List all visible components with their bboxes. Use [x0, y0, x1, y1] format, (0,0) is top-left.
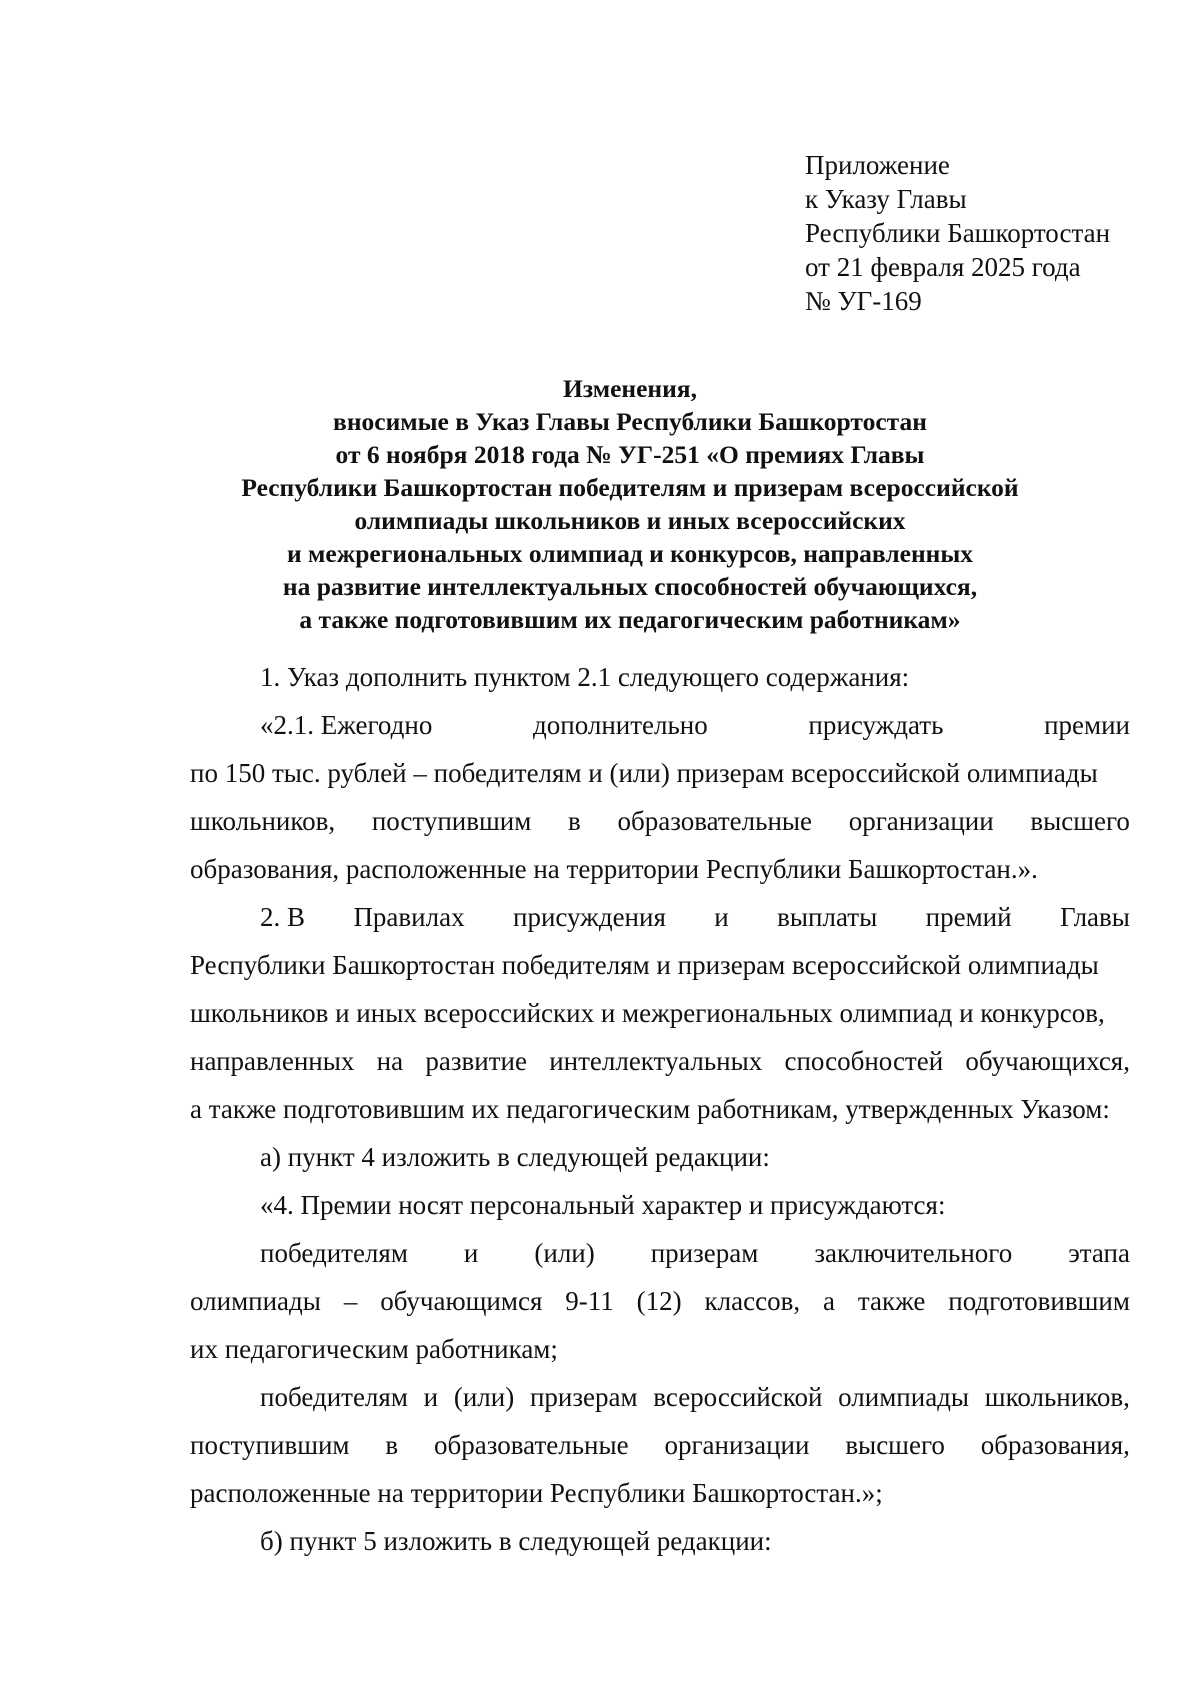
- paragraph-6-line-1: [190, 1229, 1130, 1277]
- paragraph-3-line-1: [190, 893, 1130, 941]
- word: и: [423, 1382, 439, 1412]
- word: обучающихся,: [965, 1046, 1130, 1076]
- paragraph-3-line-2: Республики Башкортостан победителям и призерам всероссийской олимпиады: [190, 950, 1099, 980]
- word: олимпиады: [190, 1286, 321, 1316]
- appendix-header: [805, 148, 1110, 318]
- word: –: [343, 1286, 358, 1316]
- word: на: [376, 1046, 404, 1076]
- title-line: вносимые в Указ Главы Республики Башкортостан: [333, 407, 927, 436]
- word: 2. В: [260, 902, 306, 932]
- word: заключительного: [814, 1238, 1013, 1268]
- paragraph-2-line-1: [190, 701, 1130, 749]
- appendix-line: к Указу Главы: [805, 184, 967, 214]
- word: «2.1. Ежегодно: [260, 710, 433, 740]
- paragraph-2-line-4: образования, расположенные на территории Республики Башкортостан.».: [190, 854, 1038, 884]
- word: подготовившим: [948, 1286, 1130, 1316]
- title-line: на развитие интеллектуальных способностей обучающихся,: [282, 572, 978, 601]
- paragraph-6-line-2: [190, 1277, 1130, 1325]
- word: образования,: [980, 1430, 1130, 1460]
- paragraph-2-line-3: [190, 797, 1130, 845]
- word: победителям: [260, 1238, 408, 1268]
- word: 9-11: [565, 1286, 614, 1316]
- word: дополнительно: [533, 710, 708, 740]
- paragraph-4: а) пункт 4 изложить в следующей редакции:: [260, 1142, 770, 1172]
- word: образовательные: [434, 1430, 629, 1460]
- word: победителям: [260, 1382, 408, 1412]
- document-body: [190, 653, 1130, 1565]
- appendix-line: № УГ-169: [805, 286, 922, 316]
- word: премии: [1044, 710, 1130, 740]
- word: (или): [534, 1238, 595, 1268]
- title-line: от 6 ноября 2018 года № УГ-251 «О премиях Главы: [335, 440, 925, 469]
- word: этапа: [1068, 1238, 1130, 1268]
- word: призерам: [529, 1382, 638, 1412]
- word: классов,: [704, 1286, 801, 1316]
- word: поступившим: [371, 806, 532, 836]
- title-line: Республики Башкортостан победителям и призерам всероссийской: [241, 473, 1019, 502]
- title-line: и межрегиональных олимпиад и конкурсов, направленных: [286, 539, 974, 568]
- paragraph-7-line-3: расположенные на территории Республики Башкортостан.»;: [190, 1478, 883, 1508]
- word: направленных: [190, 1046, 355, 1076]
- word: (или): [453, 1382, 515, 1412]
- word: олимпиады: [838, 1382, 970, 1412]
- word: призерам: [650, 1238, 759, 1268]
- paragraph-3-line-3: школьников и иных всероссийских и межрегиональных олимпиад и конкурсов,: [190, 998, 1105, 1028]
- word: организации: [664, 1430, 810, 1460]
- word: Правилах: [353, 902, 465, 932]
- paragraph-3-line-5: а также подготовившим их педагогическим работникам, утвержденных Указом:: [190, 1094, 1110, 1124]
- word: в: [385, 1430, 399, 1460]
- word: высшего: [845, 1430, 945, 1460]
- word: (12): [636, 1286, 682, 1316]
- paragraph-5: «4. Премии носят персональный характер и присуждаются:: [260, 1190, 946, 1220]
- paragraph-6-line-3: их педагогическим работникам;: [190, 1334, 558, 1364]
- document-title: [180, 372, 1080, 636]
- word: а: [822, 1286, 835, 1316]
- paragraph-3-line-4: [190, 1037, 1130, 1085]
- word: также: [857, 1286, 926, 1316]
- paragraph-7-line-1: [190, 1373, 1130, 1421]
- paragraph-8: б) пункт 5 изложить в следующей редакции:: [260, 1526, 772, 1556]
- word: развитие: [425, 1046, 527, 1076]
- word: способностей: [784, 1046, 944, 1076]
- word: поступившим: [190, 1430, 350, 1460]
- title-line: а также подготовившим их педагогическим работникам»: [299, 605, 961, 634]
- word: всероссийской: [653, 1382, 823, 1412]
- word: и: [463, 1238, 479, 1268]
- paragraph-2-line-2: по 150 тыс. рублей – победителям и (или) призерам всероссийской олимпиады: [190, 758, 1098, 788]
- word: Главы: [1059, 902, 1130, 932]
- word: присуждать: [808, 710, 944, 740]
- appendix-line: от 21 февраля 2025 года: [805, 252, 1081, 282]
- appendix-line: Республики Башкортостан: [805, 218, 1111, 248]
- word: премий: [925, 902, 1012, 932]
- word: выплаты: [777, 902, 878, 932]
- word: обучающимся: [380, 1286, 543, 1316]
- word: присуждения: [513, 902, 666, 932]
- paragraph-7-line-2: [190, 1421, 1130, 1469]
- title-line: Изменения,: [563, 374, 697, 403]
- word: в: [568, 806, 581, 836]
- word: организации: [848, 806, 994, 836]
- word: и: [714, 902, 729, 932]
- word: образовательные: [617, 806, 813, 836]
- word: школьников,: [190, 806, 336, 836]
- appendix-line: Приложение: [805, 150, 950, 180]
- word: школьников,: [984, 1382, 1130, 1412]
- paragraph-1: 1. Указ дополнить пунктом 2.1 следующего содержания:: [260, 662, 910, 692]
- word: интеллектуальных: [549, 1046, 763, 1076]
- title-line: олимпиады школьников и иных всероссийских: [354, 506, 906, 535]
- word: высшего: [1030, 806, 1130, 836]
